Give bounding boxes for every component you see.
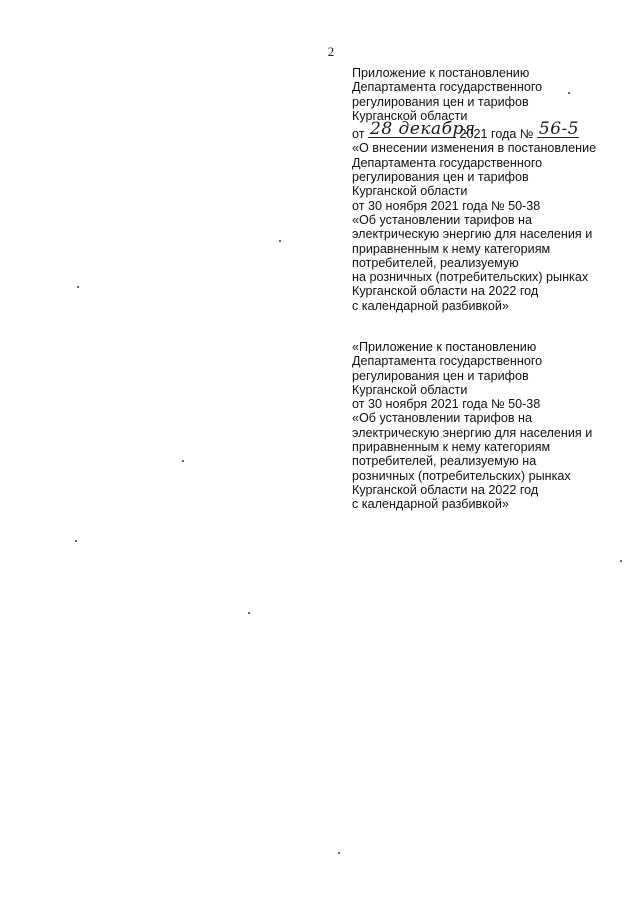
header-line: от 30 ноября 2021 года № 50-38: [352, 198, 541, 213]
header-line: «Об установлении тарифов на: [352, 212, 533, 227]
quoted-line: розничных (потребительских) рынках: [352, 468, 571, 483]
quoted-line: Курганской области: [352, 382, 468, 397]
quoted-line: от 30 ноября 2021 года № 50-38: [352, 397, 541, 412]
quoted-appendix: [352, 340, 637, 512]
scan-speck: [182, 460, 184, 462]
scan-speck: [568, 92, 570, 94]
handwritten-number: 56-5: [538, 119, 580, 140]
header-line: Курганской области на 2022 год: [352, 284, 539, 299]
quoted-line: регулирования цен и тарифов: [352, 368, 529, 383]
header-line: «О внесении изменения в постановление: [352, 141, 597, 156]
quoted-line: электрическую энергию для населения и: [352, 425, 593, 440]
header-line: регулирования цен и тарифов: [352, 94, 529, 109]
date-prefix: от: [352, 127, 365, 142]
header-line: Курганской области: [352, 108, 468, 123]
handwritten-date: 28 декабря: [370, 119, 476, 140]
scan-speck: [75, 540, 77, 542]
appendix-header: [352, 66, 637, 313]
header-line: Департамента государственного: [352, 155, 543, 170]
header-line: на розничных (потребительских) рынках: [352, 270, 589, 285]
scan-speck: [279, 240, 281, 242]
date-line: [352, 119, 637, 142]
scan-speck: [620, 560, 622, 562]
number-fill-line: [537, 119, 580, 140]
quoted-line: Курганской области на 2022 год: [352, 482, 539, 497]
date-fill-line: [368, 119, 476, 140]
header-line: электрическую энергию для населения и: [352, 227, 593, 242]
header-line: регулирования цен и тарифов: [352, 170, 529, 185]
header-line: с календарной разбивкой»: [352, 298, 509, 313]
header-line: Департамента государственного: [352, 80, 543, 95]
quoted-line: приравненным к нему категориям: [352, 440, 551, 455]
header-line: Приложение к постановлению: [352, 66, 530, 80]
quoted-line: с календарной разбивкой»: [352, 497, 509, 512]
scan-speck: [77, 286, 79, 288]
header-line: Курганской области: [352, 184, 468, 199]
quoted-line: «Об установлении тарифов на: [352, 411, 533, 426]
quoted-line: «Приложение к постановлению: [352, 340, 537, 354]
scan-speck: [338, 852, 340, 854]
date-year: 2021 года №: [459, 127, 534, 142]
header-line: потребителей, реализуемую: [352, 255, 519, 270]
quoted-line: Департамента государственного: [352, 354, 543, 369]
page-number: 2: [327, 44, 335, 59]
header-line: приравненным к нему категориям: [352, 241, 551, 256]
scan-speck: [248, 612, 250, 614]
quoted-line: потребителей, реализуемую на: [352, 454, 537, 469]
